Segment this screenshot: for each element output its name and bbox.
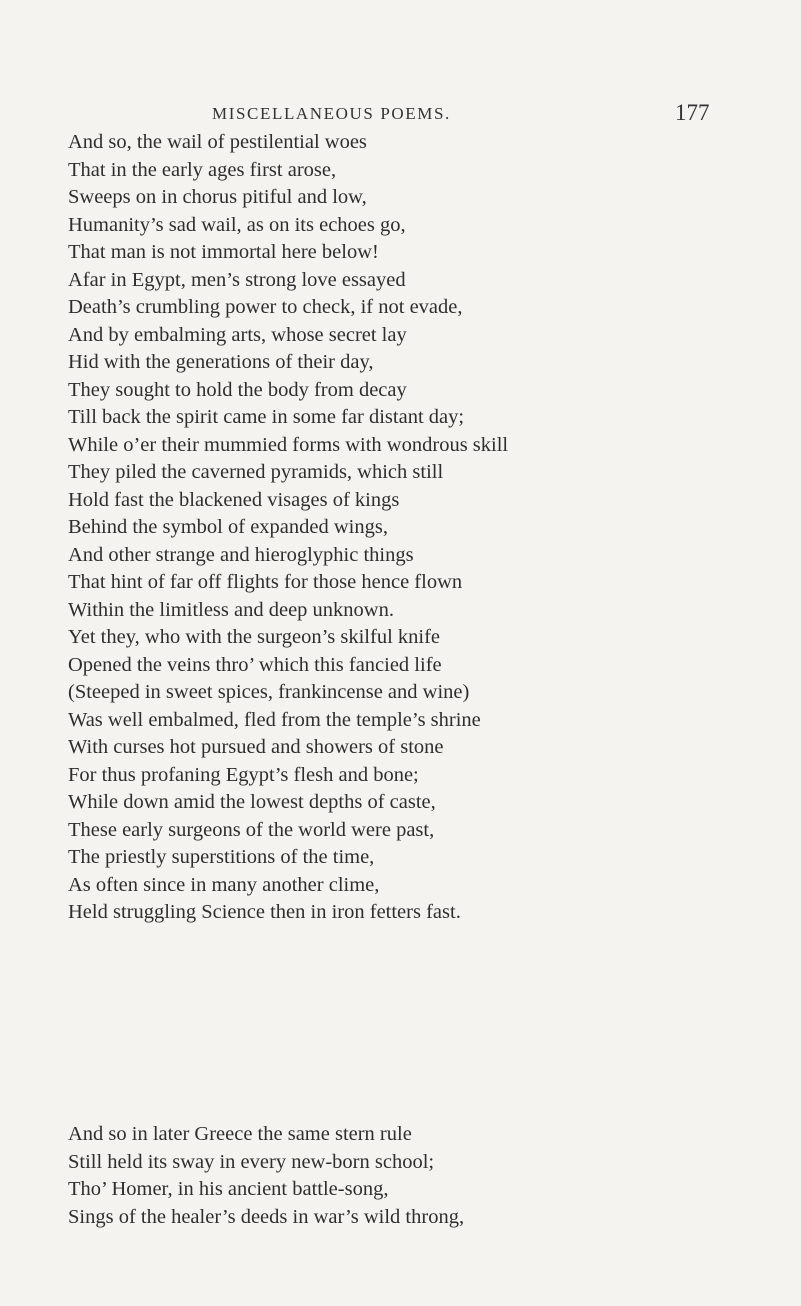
verse-line: These early surgeons of the world were past,: [68, 818, 435, 841]
verse-line: And by embalming arts, whose secret lay: [68, 323, 407, 346]
verse-line: With curses hot pursued and showers of stone: [68, 736, 444, 758]
verse-line: That in the early ages first arose,: [68, 158, 337, 181]
verse-line: As often since in many another clime,: [68, 873, 380, 896]
verse-line: Death’s crumbling power to check, if not evade,: [68, 296, 463, 318]
verse-line: For thus profaning Egypt’s flesh and bone;: [68, 763, 419, 786]
verse-line: And other strange and hieroglyphic things: [68, 543, 414, 566]
verse-line: Sweeps on in chorus pitiful and low,: [68, 186, 367, 208]
verse-line: Tho’ Homer, in his ancient battle-song,: [68, 1178, 389, 1200]
verse-line: While down amid the lowest depths of caste,: [68, 791, 436, 813]
verse-line: Humanity’s sad wail, as on its echoes go,: [68, 213, 406, 236]
verse-line: That man is not immortal here below!: [68, 241, 379, 263]
verse-line: Behind the symbol of expanded wings,: [68, 516, 388, 538]
verse-line: Within the limitless and deep unknown.: [68, 598, 394, 621]
verse-line: They piled the caverned pyramids, which still: [68, 461, 444, 483]
verse-line: Was well embalmed, fled from the temple’s shrine: [68, 708, 481, 731]
stanza: [68, 1121, 464, 1231]
verse-line: Afar in Egypt, men’s strong love essayed: [68, 268, 406, 291]
verse-line: And so, the wail of pestilential woes: [68, 131, 367, 153]
verse-line: Yet they, who with the surgeon’s skilful knife: [68, 626, 441, 648]
verse-line: Held struggling Science then in iron fetters fast.: [68, 901, 461, 923]
running-title: MISCELLANEOUS POEMS.: [212, 104, 451, 123]
verse-line: (Steeped in sweet spices, frankincense and wine): [68, 681, 470, 703]
verse-line: They sought to hold the body from decay: [68, 378, 407, 401]
verse-line: Still held its sway in every new-born school;: [68, 1150, 435, 1173]
verse-line: The priestly superstitions of the time,: [68, 846, 375, 868]
verse-line: That hint of far off flights for those hence flown: [68, 571, 463, 593]
stanza: [68, 129, 508, 927]
running-head: [0, 100, 801, 128]
verse-line: Till back the spirit came in some far distant day;: [68, 406, 465, 428]
verse-line: While o’er their mummied forms with wondrous skill: [68, 433, 509, 456]
page-number: 177: [675, 100, 710, 125]
verse-line: Hid with the generations of their day,: [68, 351, 374, 373]
verse-line: Opened the veins thro’ which this fancied life: [68, 653, 442, 676]
verse-line: Hold fast the blackened visages of kings: [68, 488, 400, 511]
verse-line: And so in later Greece the same stern rule: [68, 1123, 412, 1145]
verse-line: Sings of the healer’s deeds in war’s wild throng,: [68, 1205, 465, 1228]
